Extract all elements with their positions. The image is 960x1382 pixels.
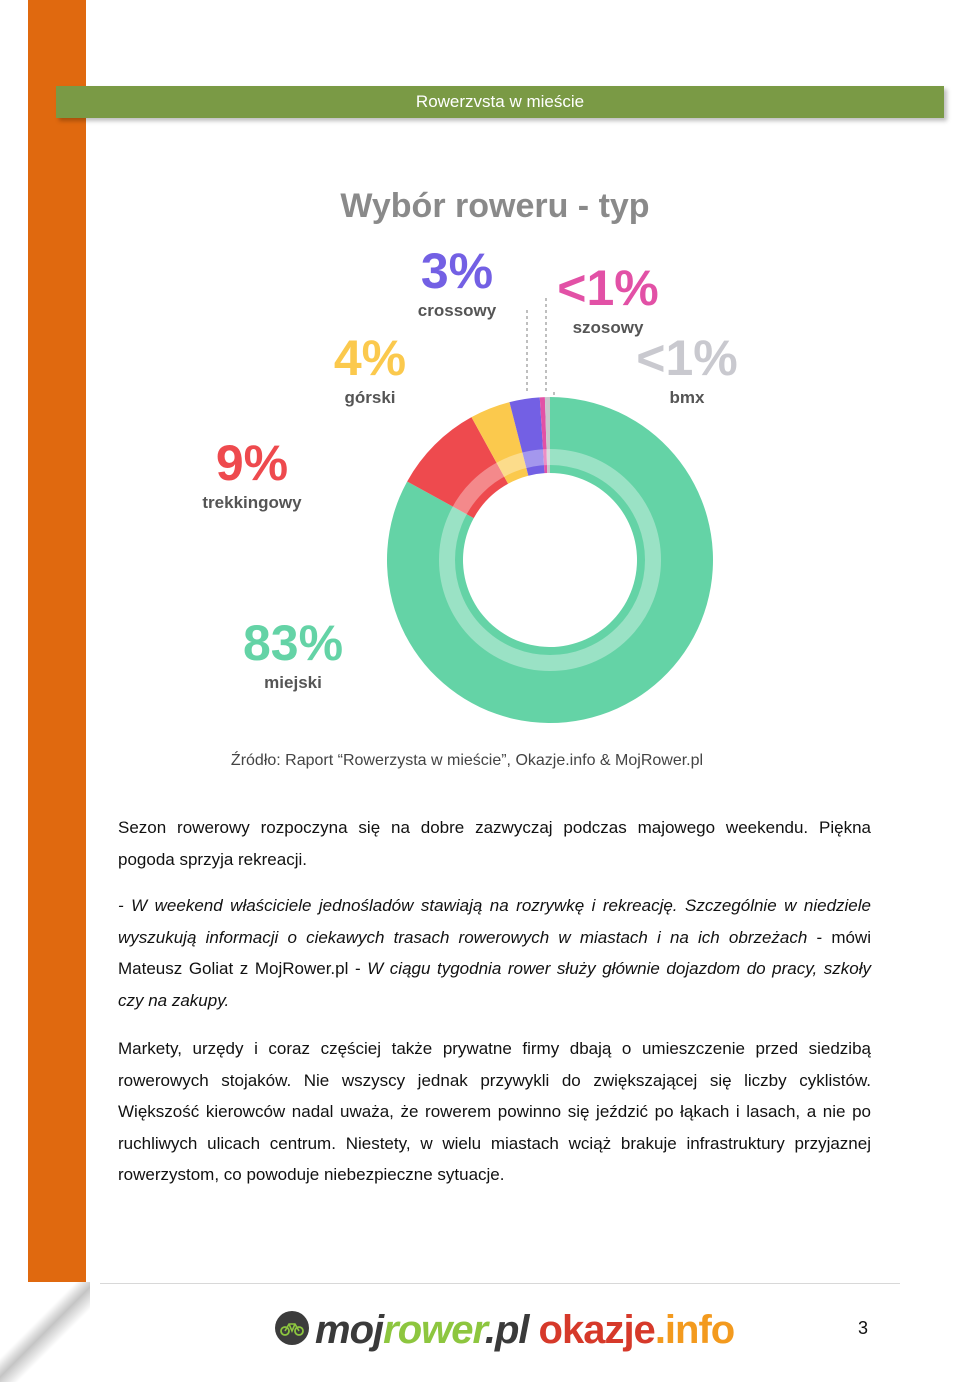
left-accent-bar <box>28 0 86 1282</box>
label-percent-gorski: 4% <box>333 330 407 386</box>
page-corner-shadow <box>0 1282 90 1382</box>
okazje-logo: okazje.info <box>538 1307 735 1352</box>
donut-chart <box>180 170 780 780</box>
mojrower-logo: mojrower.pl <box>315 1307 529 1352</box>
header-band <box>56 86 944 118</box>
paragraph-quote <box>118 890 871 1016</box>
donut-hole <box>465 475 635 645</box>
header-title: Rowerzvsta w mieście <box>415 92 585 111</box>
label-name-trekkingowy: trekkingowy <box>202 493 302 512</box>
label-name-szosowy: szosowy <box>572 318 644 337</box>
label-percent-bmx: <1% <box>636 330 738 386</box>
label-percent-miejski: 83% <box>242 615 344 671</box>
label-name-gorski: górski <box>344 388 396 407</box>
footer-divider <box>100 1283 900 1284</box>
paragraph-intro <box>118 812 871 875</box>
page-number: 3 <box>858 1318 869 1338</box>
quote-part-2: W ciągu tygodnia rower służy głównie dojazdom do pracy, szkoły czy na zakupy. <box>118 959 872 1010</box>
label-percent-crossowy: 3% <box>420 243 494 299</box>
donut-chart-svg <box>180 170 780 780</box>
footer-logos <box>275 1300 734 1360</box>
label-name-miejski: miejski <box>264 673 322 692</box>
quote-part-1: - W weekend właściciele jednośladów stawiają na rozrywkę i rekreację. Szczególnie w niedziele wyszukują informacji o ciekawych trasach rowerowych w miastach i na ich obrzeżach <box>118 896 871 947</box>
chart-title: Wybór roweru - typ <box>340 187 650 225</box>
chart-source: Źródło: Raport “Rowerzysta w mieście”, Okazje.info & MojRower.pl <box>230 752 704 769</box>
paragraph-infrastructure-text: Markety, urzędy i coraz częściej także prywatne firmy dbają o umieszczenie przed siedzibą rowerowych stojaków. Nie wszyscy jednak przywykli do zwiększającej się liczby cyklistów. Większość kierowców nadal uważa, że rowerem powinno się jeździć po łąkach i lasach, a nie po ruchliwych ulicach centrum. Niestety, w wielu miastach wciąż brakuje infrastruktury przyjaznej rowerzystom, co powoduje niebezpieczne sytuacje. <box>118 1039 871 1184</box>
label-percent-szosowy: <1% <box>557 260 659 316</box>
bicycle-icon-svg <box>280 1320 304 1336</box>
label-name-bmx: bmx <box>669 388 705 407</box>
label-percent-trekkingowy: 9% <box>215 435 289 491</box>
paragraph-intro-text: Sezon rowerowy rozpoczyna się na dobre zazwyczaj podczas majowego weekendu. Piękna pogoda sprzyja rekreacji. <box>118 818 871 869</box>
bicycle-icon <box>275 1311 309 1345</box>
quote-attribution: - mówi Mateusz Goliat z MojRower.pl - <box>118 927 871 978</box>
label-name-crossowy: crossowy <box>417 301 497 320</box>
paragraph-infrastructure <box>118 1033 871 1191</box>
